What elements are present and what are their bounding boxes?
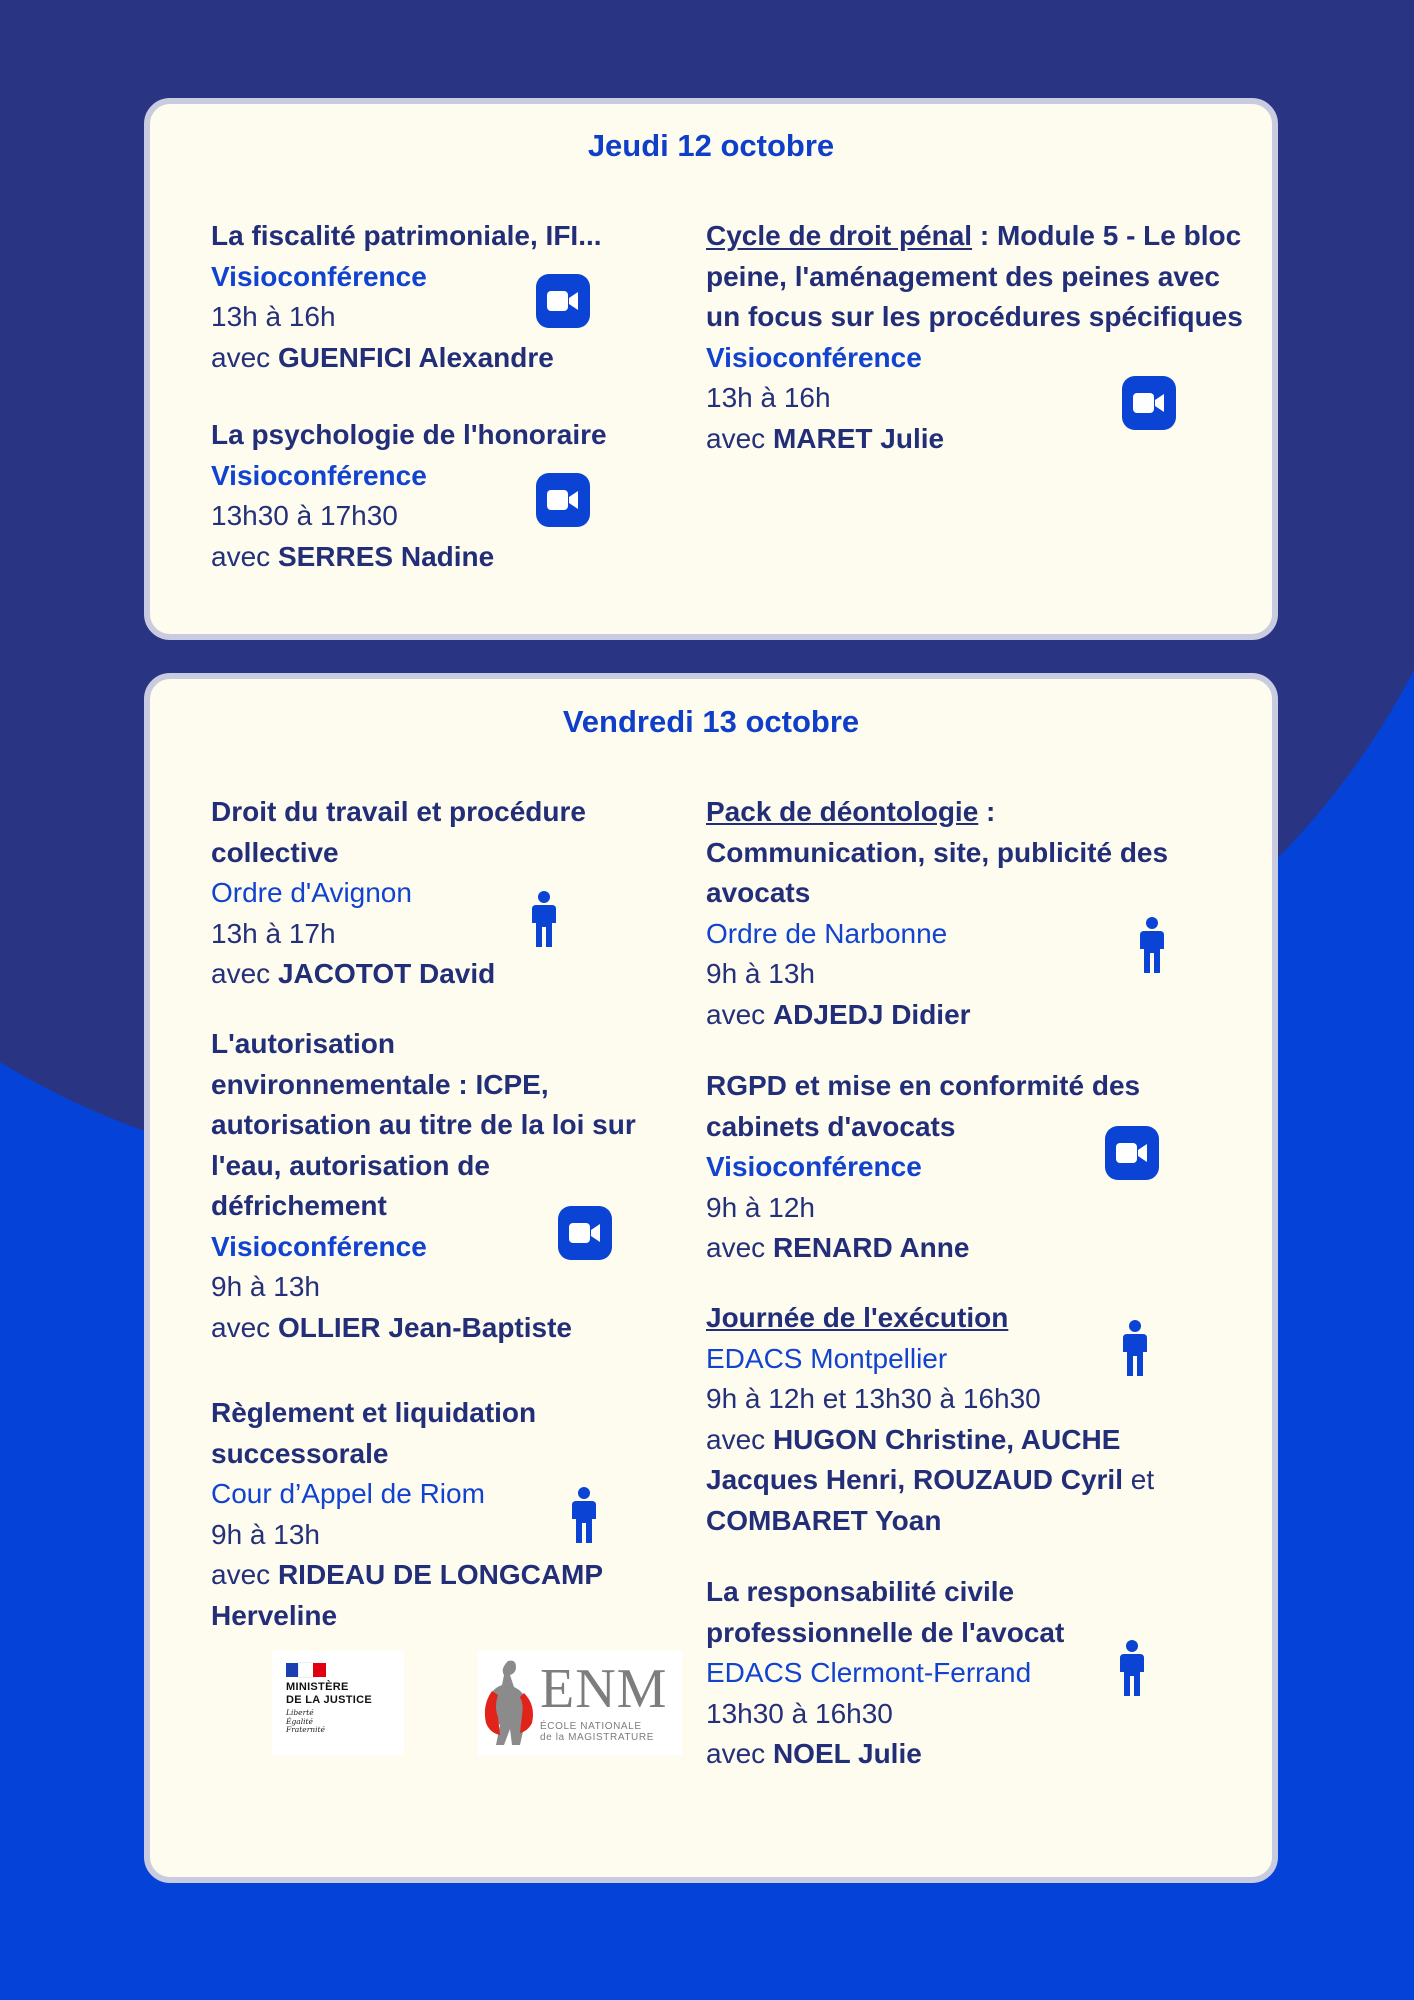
ministere-name: MINISTÈRE DE LA JUSTICE bbox=[286, 1681, 373, 1706]
event-speakers-cont: COMBARET Yoan bbox=[706, 1504, 942, 1536]
event-time: 13h à 16h bbox=[211, 301, 336, 332]
person-icon bbox=[529, 891, 559, 949]
event-location: Visioconférence bbox=[211, 260, 427, 292]
enm-figure-icon bbox=[480, 1657, 538, 1749]
journee-link[interactable]: Journée de l'exécution bbox=[706, 1302, 1009, 1333]
event-title: Pack de déontologie : bbox=[706, 796, 996, 827]
event-location: Visioconférence bbox=[211, 459, 427, 491]
event-droit-travail bbox=[211, 792, 641, 995]
event-location: Visioconférence bbox=[706, 1151, 922, 1182]
event-speakers: avec JACOTOT David bbox=[211, 958, 496, 989]
event-responsabilite-civile bbox=[706, 1572, 1246, 1775]
ministere-justice-logo bbox=[272, 1651, 404, 1755]
event-location: Visioconférence bbox=[211, 1230, 427, 1262]
event-speakers: avec SERRES Nadine bbox=[211, 540, 495, 572]
video-camera-icon bbox=[1105, 1126, 1159, 1180]
event-speakers: avec ADJEDJ Didier bbox=[706, 998, 971, 1030]
day-title: Vendredi 13 octobre bbox=[562, 704, 860, 739]
event-title: La responsabilité civile professionnelle de l'avocat bbox=[706, 1576, 1065, 1648]
event-location: Ordre de Narbonne bbox=[706, 917, 948, 949]
ministere-motto: Liberté Égalité Fraternité bbox=[286, 1708, 325, 1734]
pack-link[interactable]: Pack de déontologie bbox=[706, 796, 979, 827]
event-title bbox=[706, 1298, 1246, 1339]
event-title: Règlement et liquidation successorale bbox=[211, 1397, 537, 1469]
event-psychologie bbox=[211, 415, 641, 577]
video-camera-icon bbox=[536, 274, 590, 328]
event-title: La fiscalité patrimoniale, IFI... bbox=[211, 220, 602, 251]
event-title: Cycle de droit pénal : Module 5 - Le bloc peine, l'aménagement des peines avec un focus sur les procédures spécifiques bbox=[706, 220, 1243, 332]
event-journee-execution bbox=[706, 1298, 1246, 1541]
event-location: EDACS Montpellier bbox=[706, 1342, 948, 1374]
cycle-link[interactable]: Cycle de droit pénal bbox=[706, 220, 973, 251]
event-speakers: avec OLLIER Jean-Baptiste bbox=[211, 1311, 572, 1343]
event-location: EDACS Clermont-Ferrand bbox=[706, 1657, 1032, 1688]
event-time: 9h à 13h bbox=[706, 958, 815, 989]
event-droit-penal bbox=[706, 216, 1246, 459]
event-speakers: avec RIDEAU DE LONGCAMP Herveline bbox=[211, 1559, 603, 1631]
event-speakers: avec RENARD Anne bbox=[706, 1232, 970, 1263]
event-location: Cour d’Appel de Riom bbox=[211, 1478, 485, 1509]
enm-wordmark: ENM bbox=[540, 1658, 668, 1720]
event-fiscalite bbox=[211, 216, 641, 378]
event-speakers: avec HUGON Christine, AUCHE bbox=[706, 1423, 1121, 1455]
video-camera-icon bbox=[536, 473, 590, 527]
person-icon bbox=[1137, 917, 1167, 975]
day-card-thursday bbox=[144, 98, 1278, 640]
event-rgpd bbox=[706, 1066, 1246, 1269]
event-title: Droit du travail et procédure collective bbox=[211, 796, 586, 868]
event-time: 13h30 à 16h30 bbox=[706, 1697, 893, 1729]
french-flag-icon bbox=[286, 1663, 326, 1677]
video-camera-icon bbox=[1122, 376, 1176, 430]
event-autorisation-environnementale bbox=[211, 1024, 641, 1348]
event-time: 9h à 12h et 13h30 à 16h30 bbox=[706, 1383, 1041, 1414]
event-title: La psychologie de l'honoraire bbox=[211, 419, 607, 450]
person-icon bbox=[1117, 1640, 1147, 1698]
event-speakers: avec NOEL Julie bbox=[706, 1738, 922, 1769]
event-reglement-successoral bbox=[211, 1393, 641, 1636]
event-speakers: avec MARET Julie bbox=[706, 422, 945, 454]
event-title: L'autorisation environnementale : ICPE, autorisation au titre de la loi sur l'eau, autorisation de défrichement bbox=[211, 1028, 636, 1221]
event-location: Ordre d'Avignon bbox=[211, 877, 412, 908]
event-time: 13h à 17h bbox=[211, 917, 336, 949]
event-speakers-cont: Jacques Henri, ROUZAUD Cyril et bbox=[706, 1464, 1155, 1495]
day-title: Jeudi 12 octobre bbox=[587, 128, 835, 163]
event-title-rest: Communication, site, publicité des avocats bbox=[706, 836, 1169, 908]
day-card-friday bbox=[144, 673, 1278, 1883]
event-time: 9h à 13h bbox=[211, 1518, 320, 1550]
event-time: 13h à 16h bbox=[706, 382, 831, 413]
event-time: 9h à 12h bbox=[706, 1191, 815, 1223]
enm-logo bbox=[478, 1651, 682, 1755]
person-icon bbox=[569, 1487, 599, 1545]
event-time: 13h30 à 17h30 bbox=[211, 500, 398, 531]
event-location: Visioconférence bbox=[706, 341, 922, 373]
event-time: 9h à 13h bbox=[211, 1271, 320, 1302]
video-camera-icon bbox=[558, 1206, 612, 1260]
event-title: RGPD et mise en conformité des cabinets d'avocats bbox=[706, 1070, 1141, 1142]
enm-subtitle: ÉCOLE NATIONALE de la MAGISTRATURE bbox=[540, 1721, 654, 1743]
person-icon bbox=[1120, 1320, 1150, 1378]
event-speakers: avec GUENFICI Alexandre bbox=[211, 341, 554, 373]
event-pack-deontologie bbox=[706, 792, 1246, 1035]
